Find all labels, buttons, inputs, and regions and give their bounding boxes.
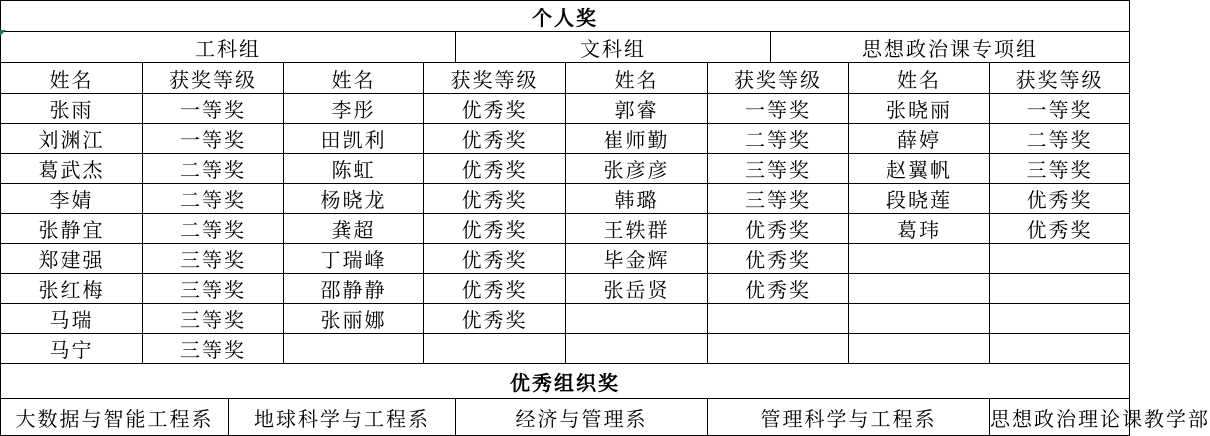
title-row [1,1,1130,32]
award-level: 一等奖 [708,94,849,124]
award-level: 优秀奖 [424,124,566,154]
winner-name: 杨晓龙 [284,184,424,214]
award-level: 优秀奖 [424,304,566,334]
org-award-row [1,399,1130,436]
winner-name: 韩璐 [566,184,708,214]
header-name: 姓名 [849,63,990,94]
org-award-title-row [1,364,1130,399]
winner-name [849,274,990,304]
header-name: 姓名 [1,63,143,94]
winner-name: 马瑞 [1,304,143,334]
award-level: 一等奖 [143,94,284,124]
group-engineering: 工科组 [1,32,456,63]
winner-name [566,304,708,334]
winner-name: 郭睿 [566,94,708,124]
award-level: 二等奖 [143,184,284,214]
cell-corner-marker [0,30,6,36]
award-level: 三等奖 [708,154,849,184]
org-unit: 地球科学与工程系 [229,399,456,436]
winner-name: 崔师勤 [566,124,708,154]
table-row [1,274,1130,304]
award-level: 优秀奖 [990,214,1130,244]
winner-name: 张岳贤 [566,274,708,304]
award-level: 优秀奖 [990,184,1130,214]
award-level: 三等奖 [708,184,849,214]
header-award-level: 获奖等级 [424,63,566,94]
group-liberal-arts: 文科组 [456,32,771,63]
award-level: 优秀奖 [708,244,849,274]
winner-name [566,334,708,364]
award-level: 优秀奖 [708,274,849,304]
winner-name: 张红梅 [1,274,143,304]
header-award-level: 获奖等级 [990,63,1130,94]
table-row [1,94,1130,124]
org-award-title: 优秀组织奖 [1,364,1130,399]
winner-name: 葛玮 [849,214,990,244]
org-unit: 管理科学与工程系 [708,399,990,436]
winner-name: 刘渊江 [1,124,143,154]
award-level: 优秀奖 [424,274,566,304]
winner-name [849,304,990,334]
personal-award-title: 个人奖 [1,1,1130,32]
winner-name: 李彤 [284,94,424,124]
org-unit: 大数据与智能工程系 [1,399,229,436]
award-level [708,334,849,364]
award-level [990,244,1130,274]
award-level: 优秀奖 [708,214,849,244]
header-row [1,63,1130,94]
org-unit: 经济与管理系 [456,399,708,436]
award-level [424,334,566,364]
table-row [1,124,1130,154]
winner-name: 赵翼帆 [849,154,990,184]
winner-name [284,334,424,364]
award-level [990,304,1130,334]
award-level: 优秀奖 [424,214,566,244]
award-level: 一等奖 [990,94,1130,124]
winner-name: 马宁 [1,334,143,364]
table-row [1,244,1130,274]
winner-name: 王轶群 [566,214,708,244]
award-level: 二等奖 [990,124,1130,154]
award-level [990,274,1130,304]
award-level: 三等奖 [143,334,284,364]
winner-name: 陈虹 [284,154,424,184]
winner-name: 邵静静 [284,274,424,304]
header-name: 姓名 [566,63,708,94]
award-level: 优秀奖 [424,244,566,274]
award-level [708,304,849,334]
org-unit: 思想政治理论课教学部 [990,399,1130,436]
award-level: 优秀奖 [424,94,566,124]
winner-name: 龚超 [284,214,424,244]
award-level: 三等奖 [990,154,1130,184]
winner-name: 田凯利 [284,124,424,154]
award-level: 优秀奖 [424,154,566,184]
winner-name [849,334,990,364]
award-level: 三等奖 [143,304,284,334]
winner-name: 张丽娜 [284,304,424,334]
winner-name: 郑建强 [1,244,143,274]
data-rows [1,94,1130,364]
header-name: 姓名 [284,63,424,94]
winner-name: 张彦彦 [566,154,708,184]
award-level: 三等奖 [143,244,284,274]
group-ideology: 思想政治课专项组 [771,32,1130,63]
award-level: 三等奖 [143,274,284,304]
winner-name: 张静宜 [1,214,143,244]
winner-name: 毕金辉 [566,244,708,274]
award-level: 优秀奖 [424,184,566,214]
header-award-level: 获奖等级 [143,63,284,94]
winner-name: 薛婷 [849,124,990,154]
table-row [1,154,1130,184]
group-row [1,32,1130,63]
winner-name: 丁瑞峰 [284,244,424,274]
award-level: 二等奖 [708,124,849,154]
winner-name: 段晓莲 [849,184,990,214]
award-level: 二等奖 [143,214,284,244]
table-row [1,334,1130,364]
winner-name: 张雨 [1,94,143,124]
table-row [1,184,1130,214]
table-row [1,304,1130,334]
award-level [990,334,1130,364]
winner-name: 葛武杰 [1,154,143,184]
winner-name: 李婧 [1,184,143,214]
award-level: 一等奖 [143,124,284,154]
award-level: 二等奖 [143,154,284,184]
header-award-level: 获奖等级 [708,63,849,94]
winner-name: 张晓丽 [849,94,990,124]
winner-name [849,244,990,274]
table-row [1,214,1130,244]
